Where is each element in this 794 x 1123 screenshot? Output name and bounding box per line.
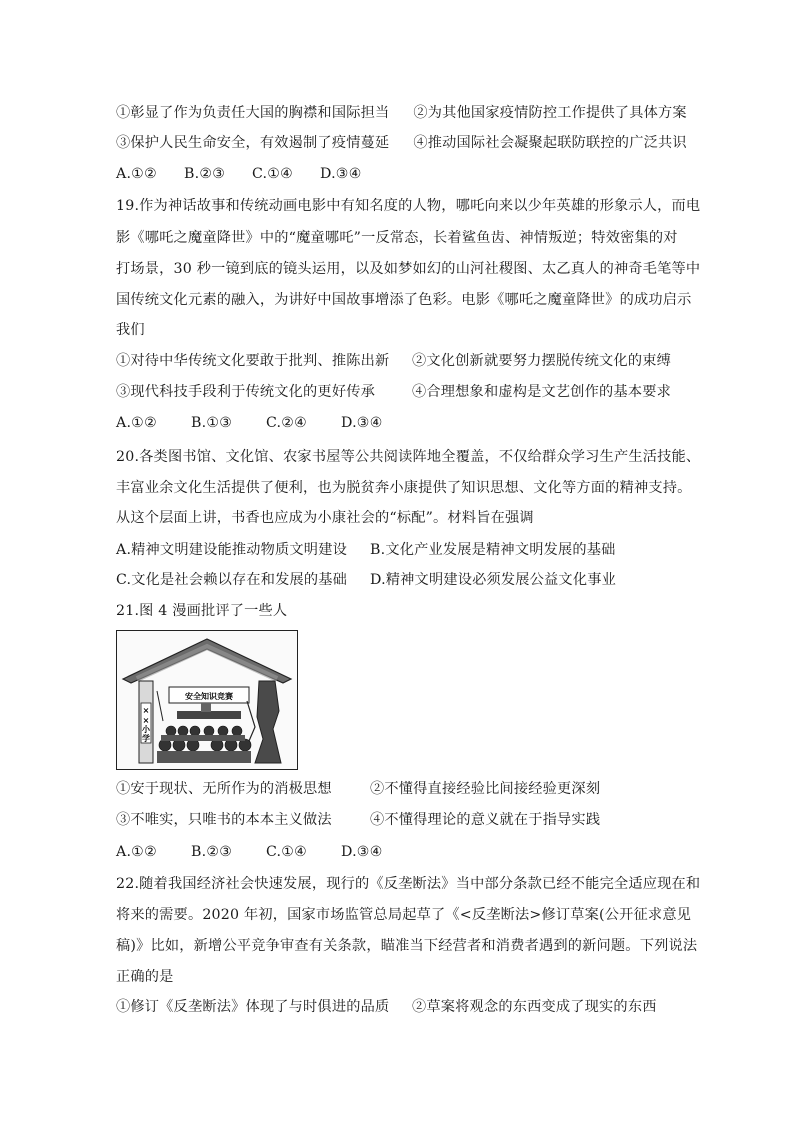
q21-option-3: ③不唯实，只唯书的本本主义做法 xyxy=(116,812,332,828)
q22-stem-line-4: 正确的是 xyxy=(116,969,174,985)
q18-option-4: ④推动国际社会凝聚起联防联控的广泛共识 xyxy=(413,135,687,151)
q19-option-2: ②文化创新就要努力摆脱传统文化的束缚 xyxy=(412,353,671,369)
q21-option-2: ②不懂得直接经验比间接经验更深刻 xyxy=(370,781,601,797)
q18-option-2: ②为其他国家疫情防控工作提供了具体方案 xyxy=(413,105,687,121)
q19-stem-line-1: 19.作为神话故事和传统动画电影中有知名度的人物，哪吒向来以少年英雄的形象示人，而电 xyxy=(116,198,701,214)
q19-options-row-1 xyxy=(116,351,671,371)
q19-stem-line-3: 打场景，30 秒一镜到底的镜头运用，以及如梦如幻的山河社稷图、太乙真人的神奇毛笔等中 xyxy=(116,261,701,277)
q21-cartoon-figure xyxy=(116,630,298,770)
q20-stem-line-1: 20.各类图书馆、文化馆、农家书屋等公共阅读阵地全覆盖，不仅给群众学习生产生活技能、 xyxy=(116,449,701,465)
q20-stem-line-2: 丰富业余文化生活提供了便利，也为脱贫奔小康提供了知识思想、文化等方面的精神支持。 xyxy=(116,480,692,496)
q19-stem-line-5: 我们 xyxy=(116,322,145,338)
q21-options-row-2 xyxy=(116,810,600,830)
q19-options-row-2 xyxy=(116,382,671,402)
q19-option-4: ④合理想象和虚构是文艺创作的基本要求 xyxy=(412,384,671,400)
q21-choice-b: B.②③ xyxy=(191,844,233,860)
q21-choice-c: C.①④ xyxy=(266,844,308,860)
q19-choice-a: A.①② xyxy=(116,415,157,431)
q19-option-1: ①对待中华传统文化要敢于批判、推陈出新 xyxy=(116,353,390,369)
q18-options-row-1 xyxy=(116,103,687,123)
q21-choice-d: D.③④ xyxy=(341,844,383,860)
q21-option-1: ①安于现状、无所作为的消极思想 xyxy=(116,781,332,797)
q19-choice-d: D.③④ xyxy=(341,415,383,431)
q21-options-row-1 xyxy=(116,779,600,799)
q19-stem-line-4: 国传统文化元素的融入，为讲好中国故事增添了色彩。电影《哪吒之魔童降世》的成功启示 xyxy=(116,292,692,308)
school-sign-char-3: 小 xyxy=(142,725,150,734)
cartoon-illustration xyxy=(117,631,297,769)
q20-options-row-1 xyxy=(116,540,616,560)
banner-text: 安全知识竞赛 xyxy=(185,692,233,701)
q21-option-4: ④不懂得理论的意义就在于指导实践 xyxy=(370,812,601,828)
school-sign-char-4: 学 xyxy=(142,734,150,743)
q20-stem-line-3: 从这个层面上讲，书香也应成为小康社会的“标配”。材料旨在强调 xyxy=(116,510,534,526)
q18-choice-d: D.③④ xyxy=(320,166,362,182)
q22-option-2: ②草案将观念的东西变成了现实的东西 xyxy=(412,999,657,1015)
q18-option-3: ③保护人民生命安全，有效遏制了疫情蔓延 xyxy=(116,135,390,151)
q20-option-c: C.文化是社会赖以存在和发展的基础 xyxy=(116,572,348,588)
q18-choice-c: C.①④ xyxy=(252,166,294,182)
q19-option-3: ③现代科技手段利于传统文化的更好传承 xyxy=(116,384,375,400)
q22-stem-line-3: 稿)》比如，新增公平竞争审查有关条款，瞄准当下经营者和消费者遇到的新问题。下列说法 xyxy=(116,938,698,954)
q19-choices xyxy=(116,413,383,433)
q18-choice-b: B.②③ xyxy=(184,166,226,182)
q20-option-d: D.精神文明建设必须发展公益文化事业 xyxy=(370,572,616,588)
q18-option-1: ①彰显了作为负责任大国的胸襟和国际担当 xyxy=(116,105,390,121)
q21-choice-a: A.①② xyxy=(116,844,157,860)
school-sign-char-2: × xyxy=(142,716,150,725)
q22-stem-line-1: 22.随着我国经济社会快速发展，现行的《反垄断法》当中部分条款已经不能完全适应现在和 xyxy=(116,876,701,892)
q20-options-row-2 xyxy=(116,570,616,590)
q22-stem-line-2: 将来的需要。2020 年初，国家市场监管总局起草了《<反垄断法>修订草案(公开征求意见 xyxy=(116,907,692,923)
school-sign-char-1: × xyxy=(142,706,150,715)
q18-choice-a: A.①② xyxy=(116,166,157,182)
q21-stem: 21.图 4 漫画批评了一些人 xyxy=(116,603,288,619)
q18-choices xyxy=(116,164,362,184)
q22-option-1: ①修订《反垄断法》体现了与时俱进的品质 xyxy=(116,999,390,1015)
q21-choices xyxy=(116,842,383,862)
q18-options-row-2 xyxy=(116,133,687,153)
q19-choice-b: B.①③ xyxy=(191,415,233,431)
q19-choice-c: C.②④ xyxy=(266,415,308,431)
q22-options-row-1 xyxy=(116,997,657,1017)
q20-option-a: A.精神文明建设能推动物质文明建设 xyxy=(116,542,347,558)
q20-option-b: B.文化产业发展是精神文明发展的基础 xyxy=(370,542,616,558)
q19-stem-line-2: 影《哪吒之魔童降世》中的“魔童哪吒”一反常态，长着鲨鱼齿、神情叛逆；特效密集的对 xyxy=(116,230,678,246)
